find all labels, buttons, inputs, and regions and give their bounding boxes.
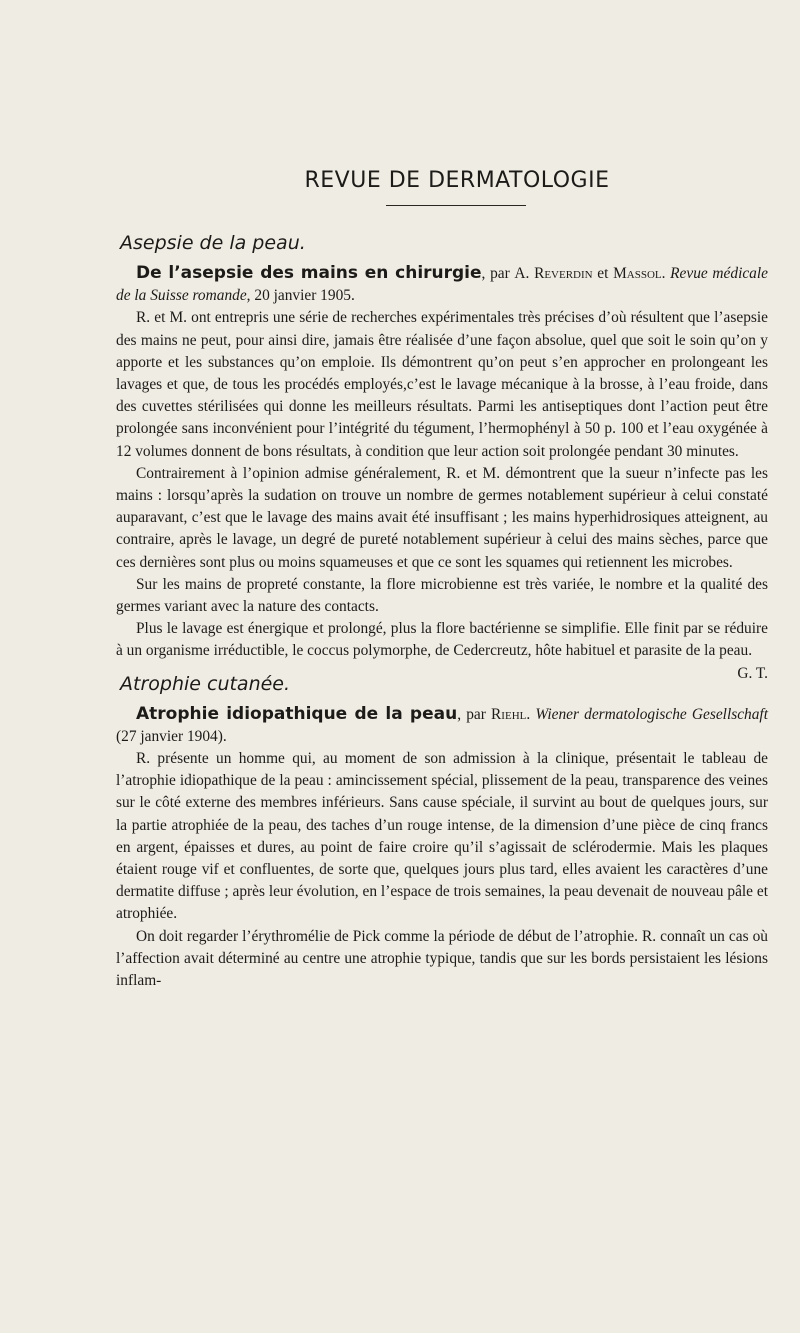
article-header-atrophie: [116, 703, 768, 748]
paragraph: Contrairement à l’opinion admise généralement, R. et M. démontrent que la sueur n’infecte pas les mains : lorsqu’après la sudation on trouve un nombre de germes notablement supérieur à celui constaté auparavant, c’est que le lavage des mains avait été insuffisant ; les mains hyperhidrosiques atteignent, au contraire, après le lavage, un degré de pureté notablement supérieur à celui des mains sèches, parce que ces dernières sont plus ou moins squameuses et que ce sont les squames qui retiennent les microbes.: [116, 464, 768, 571]
signature: G. T.: [737, 664, 768, 682]
paragraph: R. et M. ont entrepris une série de recherches expérimentales très précises d’où résultent que l’asepsie des mains ne peut, pour ainsi dire, jamais être réalisée d’une façon absolue, quel que soit le soin qu’on y apporte et les substances qu’on emploie. Ils démontrent qu’on peut s’en approcher en prolongeant les lavages et que, de tous les procédés employés,c’est le lavage mécanique à la brosse, à l’eau froide, dans des cuvettes stérilisées qui donne les meilleurs résultats. Parmi les antiseptiques dont l’action peut être prolongée sans inconvénient pour l’intégrité du tégument, l’hermophényl à 50 p. 100 et l’eau oxygénée à 12 volumes donnent de bons résultats, à condition que leur action soit prolongée pendant 30 minutes.: [116, 309, 768, 460]
running-head: REVUE DE DERMATOLOGIE: [304, 168, 610, 193]
author-conjunction: et: [592, 265, 614, 282]
byline-separator: , par: [481, 265, 515, 282]
paragraph: On doit regarder l’érythromélie de Pick comme la période de début de l’atrophie. R. connaît un cas où l’affection avait déterminé au centre une atrophie typique, tandis que sur les bords persistaient les lésions inflam-: [116, 927, 768, 990]
article-header-asepsie: [116, 262, 768, 307]
source-society: Wiener dermatologische Gesellschaft: [535, 705, 768, 723]
paragraph-with-signature: [116, 618, 768, 682]
article-title: De l’asepsie des mains en chirurgie: [136, 263, 482, 283]
author-name: Riehl.: [491, 705, 531, 723]
source-journal: Revue médicale de la Suisse romande: [116, 265, 768, 305]
source-date: , 20 janvier 1905.: [246, 287, 355, 305]
source-date: (27 janvier 1904).: [116, 727, 227, 745]
title-rule: [386, 205, 526, 206]
section-gap: [116, 663, 768, 673]
author-name: Massol.: [613, 265, 666, 282]
article-title: Atrophie idiopathique de la peau: [136, 703, 458, 724]
section-heading-asepsie: Asepsie de la peau.: [120, 232, 306, 254]
author-name: A. Reverdin: [514, 265, 593, 282]
paragraph: Sur les mains de propreté constante, la flore microbienne est très variée, le nombre et la qualité des germes variant avec la nature des contacts.: [116, 575, 768, 616]
paragraph: R. présente un homme qui, au moment de son admission à la clinique, présentait le tableau de l’atrophie idiopathique de la peau : amincissement spécial, plissement de la peau, transparence des veines sur le côté externe des membres inférieurs. Sans cause spéciale, il survint au bout de quelques jours, sur la partie atrophiée de la peau, des taches d’un rouge intense, de la dimension d’une pièce de cinq francs en argent, épaisses et dures, au point de faire croire qu’il s’agissait de sclérodermie. Mais les plaques étaient rouge vif et confluentes, de sorte que, quelques jours plus tard, elles avaient les caractères d’une dermatite diffuse ; après leur évolution, en l’espace de trois semaines, la peau devenait de nouveau pâle et atrophiée.: [116, 750, 768, 923]
section-heading-atrophie: Atrophie cutanée.: [120, 672, 291, 695]
byline-separator: , par: [457, 705, 492, 723]
paragraph-text: Plus le lavage est énergique et prolongé, plus la flore bactérienne se simplifie. Elle finit par se réduire à un organisme irréductible, le coccus polymorphe, de Cedercreutz, hôte habituel et parasite de la peau.: [116, 620, 768, 660]
